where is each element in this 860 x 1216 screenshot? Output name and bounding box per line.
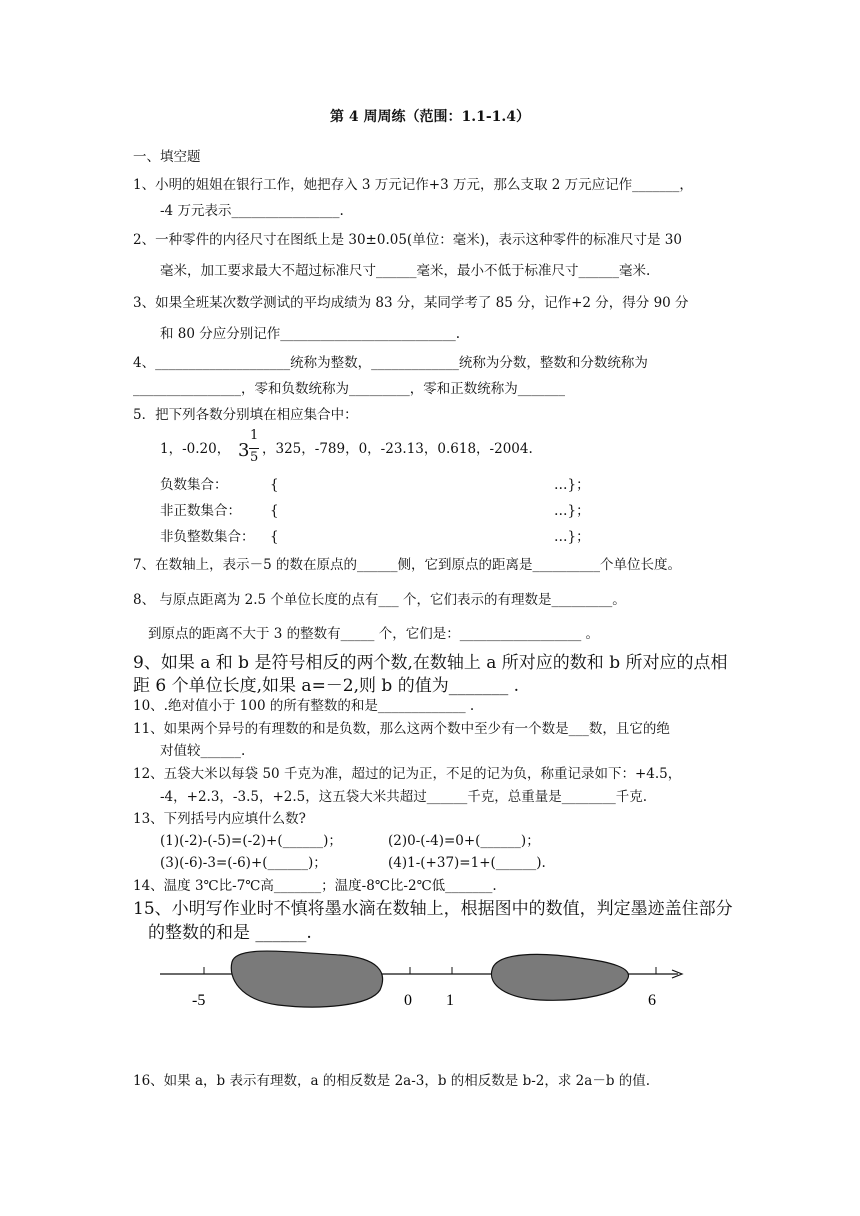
- question-8-line-1: 8、 与原点距离为 2.5 个单位长度的点有___ 个，它们表示的有理数是_________。: [133, 592, 626, 608]
- question-14: 14、温度 3℃比-7℃高_______；温度-8℃比-2℃低_______.: [133, 878, 497, 894]
- question-3-line-2: 和 80 分应分别记作__________________________.: [160, 326, 461, 342]
- question-13-part-2: (2)0-(-4)=0+(______)；: [388, 833, 540, 849]
- set-negative-label: 负数集合：: [160, 477, 228, 493]
- label-1: 1: [446, 992, 454, 1009]
- set-nonneg-int-close: …}；: [554, 529, 590, 545]
- question-11-line-2: 对值较______.: [160, 743, 246, 759]
- set-negative-close: …}；: [554, 477, 590, 493]
- set-nonpositive-label: 非正数集合：: [160, 503, 241, 519]
- question-9-line-2: 距 6 个单位长度,如果 a=－2,则 b 的值为_______ .: [133, 676, 520, 696]
- question-1-line-2: -4 万元表示________________.: [160, 203, 344, 219]
- label-0: 0: [404, 992, 412, 1009]
- question-3-line-1: 3、如果全班某次数学测试的平均成绩为 83 分，某同学考了 85 分，记作+2 分，得分 90 分: [133, 295, 689, 311]
- question-9-line-1: 9、如果 a 和 b 是符号相反的两个数,在数轴上 a 所对应的数和 b 所对应的点相: [133, 653, 728, 673]
- question-13-part-4: (4)1-(+37)=1+(______).: [388, 855, 546, 871]
- question-7: 7、在数轴上，表示－5 的数在原点的______侧，它到原点的距离是__________个单位长度。: [133, 557, 681, 573]
- mixed-fraction-whole: 3: [238, 440, 250, 461]
- set-nonpositive-open: {: [270, 503, 279, 519]
- question-4-line-1: 4、____________________统称为整数，_____________统称为分数，整数和分数统称为: [133, 355, 648, 371]
- question-5-numbers-b: ，325，-789，0，-23.13，0.618，-2004.: [262, 441, 533, 457]
- question-5-line-1: 5．把下列各数分别填在相应集合中：: [133, 407, 358, 423]
- question-15-line-2: 的整数的和是 ______.: [148, 923, 312, 943]
- question-13: 13、下列括号内应填什么数?: [133, 811, 306, 827]
- question-10: 10、.绝对值小于 100 的所有整数的和是_____________ .: [133, 698, 475, 714]
- question-2-line-2: 毫米，加工要求最大不超过标准尺寸______毫米，最小不低于标准尺寸______毫米.: [160, 263, 651, 279]
- question-12-line-1: 12、五袋大米以每袋 50 千克为准，超过的记为正，不足的记为负，称重记录如下：+4.5，: [133, 766, 682, 782]
- section-heading: 一、填空题: [133, 149, 201, 165]
- page-title: 第 4 周周练（范围：1.1-1.4）: [329, 109, 530, 125]
- label-minus-5: -5: [192, 992, 206, 1009]
- set-nonneg-int-open: {: [270, 529, 279, 545]
- question-8-line-2: 到原点的距离不大于 3 的整数有_____ 个，它们是：__________________ 。: [148, 626, 600, 642]
- question-1-line-1: 1、小明的姐姐在银行工作，她把存入 3 万元记作+3 万元，那么支取 2 万元应记作_______，: [133, 177, 693, 193]
- ink-blot-left: [231, 951, 382, 1007]
- ink-blot-right: [491, 954, 628, 1000]
- question-13-part-3: (3)(-6)-3=(-6)+(______)；: [160, 855, 327, 871]
- set-nonpositive-close: …}；: [554, 503, 590, 519]
- question-13-part-1: (1)(-2)-(-5)=(-2)+(______)；: [160, 833, 342, 849]
- question-12-line-2: -4，+2.3，-3.5，+2.5，这五袋大米共超过______千克，总重量是________千克.: [160, 789, 648, 805]
- label-6: 6: [648, 992, 656, 1009]
- question-2-line-1: 2、一种零件的内径尺寸在图纸上是 30±0.05(单位：毫米)，表示这种零件的标准尺寸是 30: [133, 232, 682, 248]
- mixed-fraction-numerator: 1: [250, 428, 259, 443]
- question-16: 16、如果 a，b 表示有理数，a 的相反数是 2a-3，b 的相反数是 b-2，求 2a－b 的值.: [133, 1073, 651, 1089]
- mixed-fraction-denominator: 5: [250, 450, 259, 465]
- set-nonneg-int-label: 非负整数集合：: [160, 529, 255, 545]
- question-15-line-1: 15、小明写作业时不慎将墨水滴在数轴上，根据图中的数值，判定墨迹盖住部分: [133, 899, 733, 919]
- set-negative-open: {: [270, 477, 279, 493]
- question-5-numbers-a: 1，-0.20，: [160, 441, 231, 457]
- question-4-line-2: ________________，零和负数统称为_________，零和正数统称为_______: [133, 381, 565, 397]
- question-11-line-1: 11、如果两个异号的有理数的和是负数，那么这两个数中至少有一个数是___数，且它的绝: [133, 721, 670, 737]
